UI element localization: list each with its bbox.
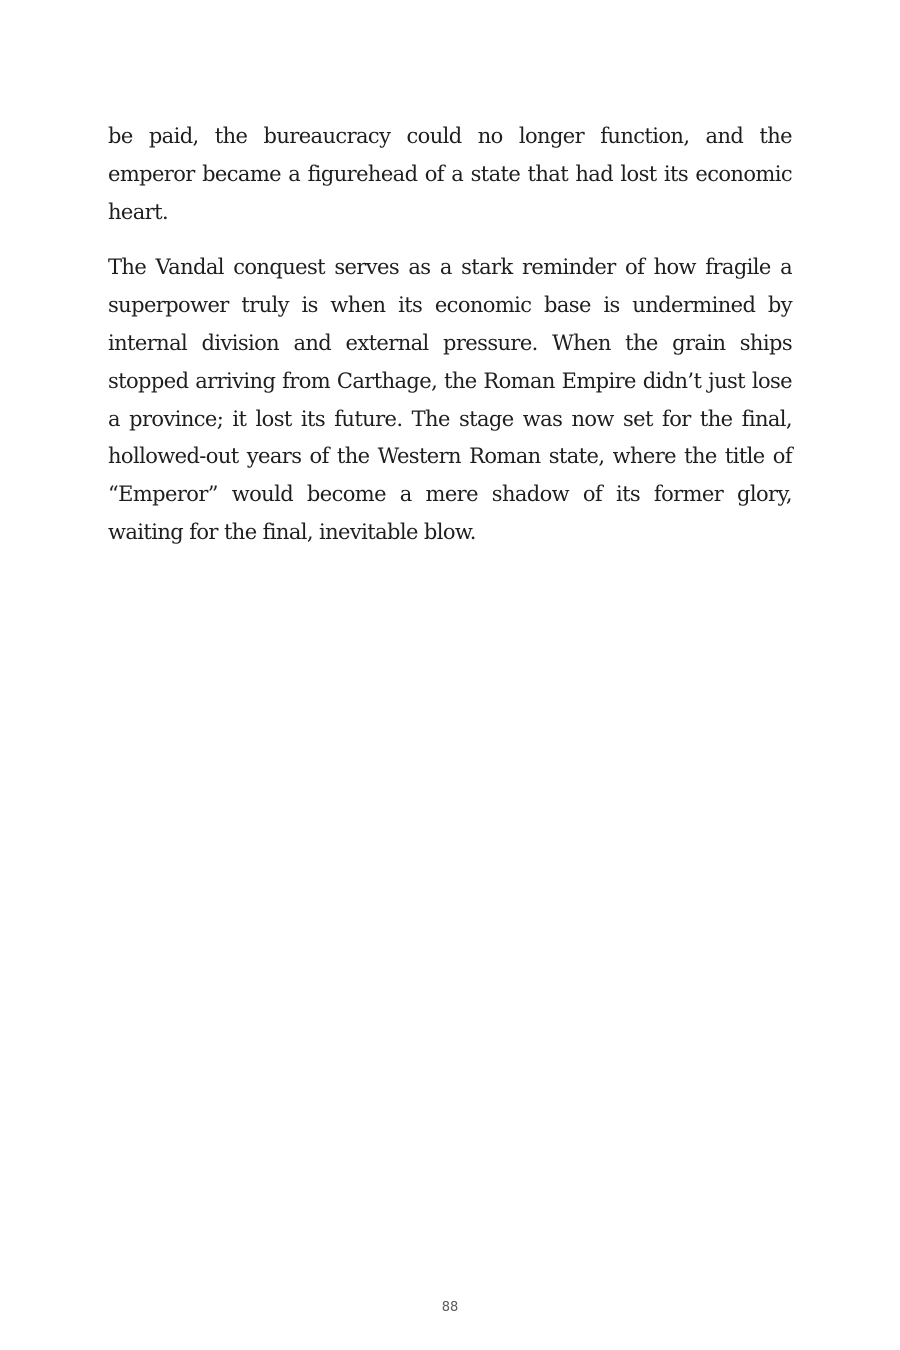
paragraph-1: be paid, the bureaucracy could no longer function, and the emperor became a figurehead of a state that had lost its economic heart.: [108, 124, 792, 224]
paragraph-2: The Vandal conquest serves as a stark reminder of how fragile a superpower truly is when its economic base is undermined by internal division and external pressure. When the grain ships stopped arriving from Carthage, the Roman Empire didn’t just lose a province; it lost its future. The stage was now set for the final, hollowed-out years of the Western Roman state, where the title of “Emperor” would become a mere shadow of its former glory, waiting for the final, inevitable blow.: [108, 255, 792, 544]
page-number: 88: [441, 1300, 459, 1315]
body-text: [108, 118, 792, 552]
